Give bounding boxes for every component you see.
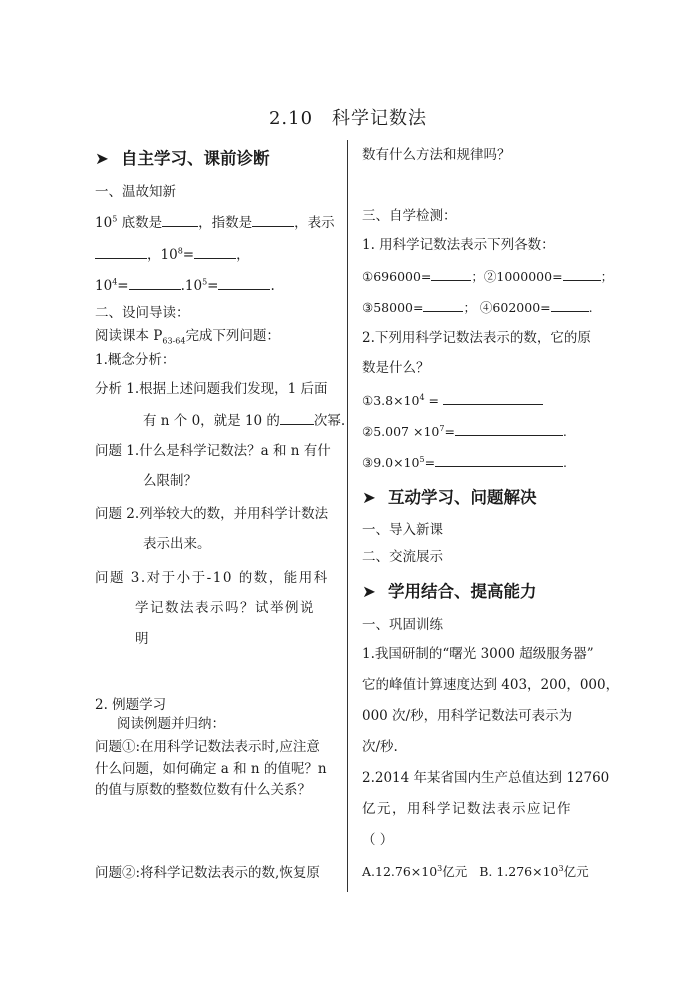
- page-range: 63-64: [162, 336, 186, 346]
- text: ，表示: [294, 215, 335, 231]
- exponent: 8: [177, 246, 183, 256]
- practice-2-line-2: 亿元，用科学记数法表示应记作: [362, 801, 572, 817]
- text: 10: [95, 278, 113, 294]
- answer-blank[interactable]: [252, 214, 294, 227]
- section-heading-text: 自主学习、课前诊断: [121, 149, 270, 168]
- exponent: 7: [439, 423, 445, 433]
- exponent: 3: [558, 863, 564, 873]
- text: ；②1000000=: [471, 269, 563, 284]
- question-3-line-1: 问题 3.对于小于-10 的数，能用科: [95, 570, 329, 586]
- check-1-row-1: [362, 268, 613, 284]
- text: =: [444, 424, 455, 439]
- answer-blank[interactable]: [435, 454, 563, 467]
- text: ； ④602000=: [463, 300, 551, 315]
- text: ，: [236, 247, 250, 263]
- text: .: [562, 424, 567, 439]
- reading-instruction: [95, 328, 280, 344]
- exponent: 5: [112, 214, 118, 224]
- text: .10: [180, 278, 203, 294]
- analysis-1-line-1: 分析 1.根据上述问题我们发现，1 后面: [95, 381, 328, 397]
- item-intro-new-lesson: 一、导入新课: [362, 522, 443, 538]
- question-b-line-1: 问题②:将科学记数法表示的数,恢复原: [95, 865, 320, 881]
- practice-2-answer-brackets: （ ）: [362, 832, 394, 848]
- check-1-row-2: [362, 299, 593, 315]
- option-b: B. 1.276×10: [479, 864, 559, 879]
- text: ，指数是: [198, 215, 253, 231]
- text: ①3.8×10: [362, 393, 420, 408]
- example-heading: 2. 例题学习: [95, 697, 167, 713]
- question-2-line-1: 问题 2.列举较大的数，并用科学计数法: [95, 506, 329, 522]
- answer-blank[interactable]: [443, 392, 543, 405]
- question-a-line-3: 的值与原数的整数位数有什么关系？: [95, 782, 311, 798]
- exponent: 4: [419, 392, 425, 402]
- practice-2-options: [362, 864, 589, 879]
- example-instruction: 阅读例题并归纳：: [117, 716, 225, 732]
- concept-analysis-heading: 1.概念分析：: [95, 352, 176, 368]
- option-a: A.12.76×10: [362, 864, 438, 879]
- answer-blank[interactable]: [194, 246, 236, 259]
- text: 亿元: [563, 864, 589, 879]
- practice-1-line-4: 次/秒.: [362, 739, 398, 755]
- text: 有 n 个 0，就是 10 的: [143, 413, 280, 429]
- practice-2-line-1: 2.2014 年某省国内生产总值达到 12760: [362, 770, 610, 786]
- arrowhead-bullet-icon: ➤: [95, 149, 109, 168]
- arrowhead-bullet-icon: ➤: [362, 488, 376, 507]
- text: =: [117, 278, 129, 294]
- text: ③9.0×10: [362, 455, 420, 470]
- text: 底数是: [117, 215, 163, 231]
- practice-1-line-2: 它的峰值计算速度达到 403，200，000，: [362, 677, 620, 693]
- subheading-guided-questions: 二、设问导读：: [95, 305, 190, 321]
- column-divider: [347, 140, 348, 892]
- text: 次幂.: [313, 413, 346, 429]
- question-3-line-2: 学记数法表示吗？试举例说: [135, 600, 315, 616]
- subheading-practice: 一、巩固训练: [362, 617, 443, 633]
- text: 10: [95, 215, 113, 231]
- question-b-continued: 数有什么方法和规律吗？: [362, 147, 511, 163]
- answer-blank[interactable]: [455, 423, 563, 436]
- answer-blank[interactable]: [563, 268, 601, 281]
- exponent: 3: [437, 863, 443, 873]
- item-exchange-display: 二、交流展示: [362, 549, 443, 565]
- text: =: [424, 393, 440, 408]
- answer-blank[interactable]: [551, 299, 589, 312]
- answer-blank[interactable]: [162, 214, 198, 227]
- question-a-line-2: 什么问题，如何确定 a 和 n 的值呢？n: [95, 761, 327, 777]
- question-1-line-2: 么限制？: [143, 473, 197, 489]
- subheading-self-check: 三、自学检测：: [362, 208, 457, 224]
- section-heading-text: 互动学习、问题解决: [388, 488, 537, 507]
- section-heading-application: [362, 582, 537, 602]
- section-heading-self-study: [95, 149, 270, 169]
- exponent: 4: [112, 277, 118, 287]
- text: .: [588, 300, 593, 315]
- exponent: 5: [419, 454, 425, 464]
- question-2-line-2: 表示出来。: [143, 536, 211, 552]
- power-question-line-1: [95, 214, 335, 231]
- text: =: [207, 278, 219, 294]
- check-2-line-1: 2.下列用科学记数法表示的数，它的原: [362, 330, 591, 346]
- answer-blank[interactable]: [280, 412, 314, 425]
- analysis-1-line-2: [143, 412, 345, 429]
- check-2-item-1: [362, 392, 543, 408]
- text: 完成下列问题：: [185, 328, 280, 344]
- question-3-line-3: 明: [135, 631, 149, 647]
- text: ，10: [147, 247, 178, 263]
- check-2-item-3: [362, 454, 567, 470]
- text: ③58000=: [362, 300, 424, 315]
- check-2-item-2: [362, 423, 567, 439]
- power-question-line-2: [95, 246, 250, 263]
- text: =: [424, 455, 436, 470]
- answer-blank[interactable]: [95, 246, 147, 259]
- answer-blank[interactable]: [431, 268, 471, 281]
- check-2-line-2: 数是什么？: [362, 360, 430, 376]
- text: ；: [600, 269, 614, 284]
- question-1-line-1: 问题 1.什么是科学记数法？a 和 n 有什: [95, 443, 331, 459]
- answer-blank[interactable]: [218, 277, 270, 290]
- section-heading-text: 学用结合、提高能力: [388, 582, 537, 601]
- text: ②5.007 ×10: [362, 424, 440, 439]
- text: 亿元: [442, 864, 468, 879]
- check-1-instruction: 1. 用科学记数法表示下列各数：: [362, 237, 555, 253]
- text: .: [270, 278, 275, 294]
- answer-blank[interactable]: [423, 299, 463, 312]
- practice-1-line-1: 1.我国研制的“曙光 3000 超级服务器”: [362, 646, 594, 662]
- practice-1-line-3: 000 次/秒，用科学记数法可表示为: [362, 708, 573, 724]
- subheading-review: 一、温故知新: [95, 184, 176, 200]
- power-question-line-3: [95, 277, 275, 294]
- text: .: [563, 455, 568, 470]
- answer-blank[interactable]: [129, 277, 181, 290]
- arrowhead-bullet-icon: ➤: [362, 582, 376, 601]
- exponent: 5: [202, 277, 208, 287]
- text: =: [182, 247, 195, 263]
- text: 阅读课本 P: [95, 328, 163, 344]
- question-a-line-1: 问题①:在用科学记数法表示时,应注意: [95, 739, 320, 755]
- page-title: 2.10 科学记数法: [268, 108, 428, 129]
- text: ①696000=: [362, 269, 432, 284]
- section-heading-interactive: [362, 488, 537, 508]
